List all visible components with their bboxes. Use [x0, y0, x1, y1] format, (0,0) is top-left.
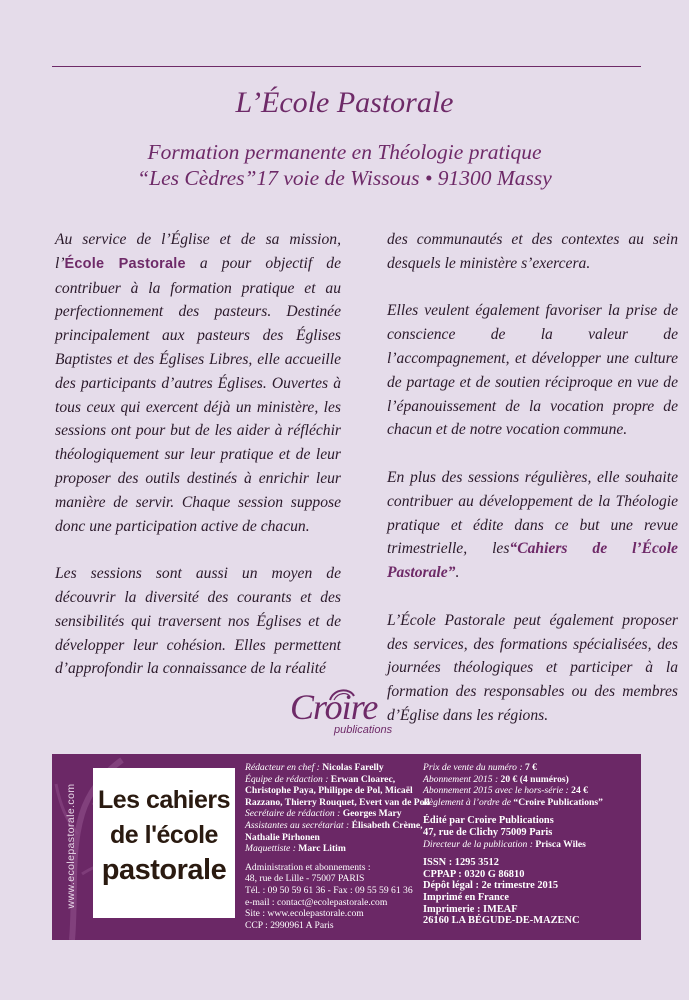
right-p3-text-a: En plus des sessions régulières, elle souhaite contribuer au développement de la Théologie pratique et édite dans ce but une revue trimestrielle, les [387, 468, 678, 558]
redacteur-label: Rédacteur en chef : [245, 762, 323, 773]
right-paragraph-2: Elles veulent également favoriser la prise de conscience de la valeur de l’accompagnement, et développer une culture de partage et de soutien réciproque en vue de l’épanouissement de la vocation propre de chacun et de notre vocation commune. [387, 302, 678, 439]
admin-line-1: Administration et abonnements : [245, 861, 371, 873]
credits-publication [423, 762, 638, 927]
left-column [55, 228, 341, 705]
reglement-value: “Croire Publications” [513, 796, 603, 808]
admin-line-2: 48, rue de Lille - 75007 PARIS [245, 873, 365, 885]
credits-editorial [245, 762, 435, 931]
edite-line-1: Édité par Croire Publications [423, 815, 554, 827]
abonnement-value: 20 € (4 numéros) [500, 773, 569, 785]
admin-phone: Tél. : 09 50 59 61 36 - Fax : 09 55 59 61 36 [245, 884, 413, 896]
logo-line-3: pastorale [101, 854, 227, 886]
spacer [245, 855, 435, 862]
equipe-label: Équipe de rédaction : [245, 773, 331, 785]
prix-label: Prix de vente du numéro : [423, 762, 525, 773]
ecole-pastorale-name: École Pastorale [64, 255, 186, 272]
right-paragraph-1: des communautés et des contextes au sein desquels le ministère s’exercera. [387, 231, 678, 272]
secretaire-line [245, 808, 435, 820]
subtitle-line-2: “Les Cèdres”17 voie de Wissous • 91300 Massy [137, 166, 552, 190]
left-paragraph-1 [55, 228, 341, 538]
right-column [387, 228, 678, 752]
footer-band [52, 754, 641, 940]
admin-site: Site : www.ecolepastorale.com [245, 908, 364, 920]
maquettiste-label: Maquettiste : [245, 843, 299, 855]
directeur-label: Directeur de la publication : [423, 838, 536, 850]
directeur-line [423, 839, 638, 851]
spacer [423, 850, 638, 857]
imprimerie-ville: 26160 LA BÉGUDE-DE-MAZENC [423, 915, 580, 927]
equipe-value: Erwan Cloarec, Christophe Paya, Philippe de Pol, Micaël Razzano, Thierry Rouquet, Evert van de Poll [245, 773, 430, 808]
croire-publications-label: publications [334, 724, 393, 736]
page-title: L’École Pastorale [235, 86, 454, 119]
redacteur-value: Nicolas Farelly [322, 762, 384, 773]
abonnement-hs-line [423, 785, 638, 797]
imprimerie: Imprimerie : IMEAF [423, 903, 518, 915]
maquettiste-value: Marc Litim [298, 843, 346, 855]
equipe-line [245, 774, 435, 809]
imprime-en-france: Imprimé en France [423, 891, 509, 903]
croire-publications-logo [290, 686, 400, 740]
redacteur-line [245, 762, 435, 774]
reglement-line [423, 797, 638, 809]
subtitle-line-1: Formation permanente en Théologie pratique [147, 140, 542, 164]
right-p3-text-b: . [455, 564, 460, 582]
subtitle [0, 139, 689, 191]
assistantes-value: Élisabeth Crème, Nathalie Pirhonen [245, 819, 423, 843]
abonnement-hs-label: Abonnement 2015 avec le hors-série : [423, 785, 572, 797]
top-rule [52, 66, 641, 67]
left-paragraph-2: Les sessions sont aussi un moyen de découvrir la diversité des courants et des sensibilités qui traversent nos Églises et de développer leur cohésion. Elles permettent d’approfondir la connaissance de la réalité [55, 565, 341, 678]
logo-line-1: Les cahiers [97, 786, 231, 814]
vertical-url: www.ecolepastorale.com [65, 783, 77, 909]
abonnement-line [423, 774, 638, 786]
admin-ccp: CCP : 2990961 A Paris [245, 919, 334, 931]
maquettiste-line [245, 843, 435, 855]
cahiers-name: “Cahiers de l’École Pastorale” [387, 540, 678, 582]
edite-line-2: 47, rue de Clichy 75009 Paris [423, 826, 553, 838]
prix-value: 7 € [524, 762, 537, 773]
secretaire-value: Georges Mary [342, 808, 402, 820]
left-p1-text-a: Au service de l’Église et de sa mission, l’ [55, 231, 341, 272]
assistantes-line [245, 820, 435, 843]
secretaire-label: Secrétaire de rédaction : [245, 808, 343, 820]
abonnement-hs-value: 24 € [571, 785, 588, 797]
left-p1-text-b: a pour objectif de contribuer à la formation pratique et au perfectionnement des pasteurs. Destinée principalement aux pasteurs des Églises Baptistes et des Églises Libres, elle accueille des participants d’autres Églises. Ouvertes à tous ceux qui exercent déjà un ministère, les sessions ont pour but de les aider à réfléchir théologiquement sur leur pratique et de leur proposer des outils destinés à enrichir leur manière de servir. Chaque session suppose donc une participation active de chacun. [55, 254, 341, 535]
directeur-value: Prisca Wiles [535, 838, 586, 850]
croire-word: Croire [290, 687, 378, 727]
issn: ISSN : 1295 3512 [423, 857, 499, 869]
logo-line-2: de l'école [110, 821, 218, 849]
depot-legal: Dépôt légal : 2e trimestre 2015 [423, 880, 559, 892]
right-paragraph-3 [387, 466, 678, 585]
reglement-label: Règlement à l’ordre de [423, 796, 514, 808]
abonnement-label: Abonnement 2015 : [423, 773, 501, 785]
prix-line [423, 762, 638, 774]
assistantes-label: Assistantes au secrétariat : [245, 819, 352, 831]
admin-email: e-mail : contact@ecolepastorale.com [245, 896, 388, 908]
cahiers-ecole-pastorale-logo [93, 768, 235, 918]
cppap: CPPAP : 0320 G 86810 [423, 868, 525, 880]
right-paragraph-4: L’École Pastorale peut également proposer des services, des formations spécialisées, des journées théologiques et participer à la formation des responsables ou des membres d’Église dans les régions. [387, 611, 678, 724]
